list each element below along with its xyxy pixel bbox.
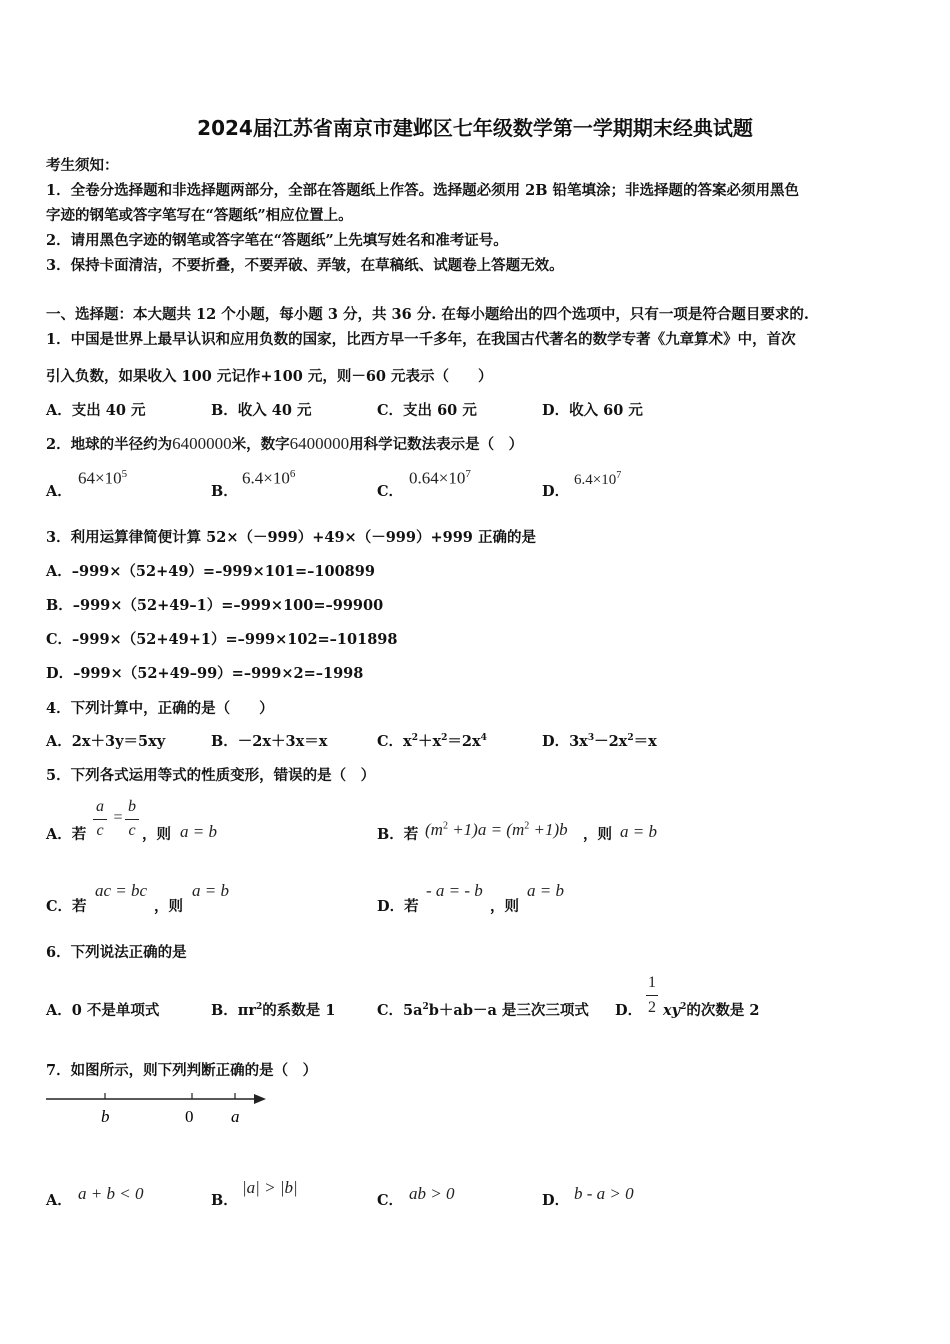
q7-option-b-label: B．: [211, 1192, 238, 1209]
q2-option-a-label: A．: [46, 483, 72, 500]
q6-d-rest: [663, 999, 759, 1020]
q2-option-c-label: C．: [377, 483, 404, 500]
q4-c-pre: C．x: [377, 733, 412, 750]
q3-option-b: B．–999×（52+49–1）=–999×100=–99900: [46, 597, 384, 614]
q6-option-a: A．0 不是单项式: [46, 1002, 160, 1019]
q2-a-base: 64×10: [78, 468, 122, 488]
q3-option-d: D．–999×（52+49–99）=–999×2=–1998: [46, 665, 364, 682]
q6-option-c: [377, 999, 589, 1020]
notice-line-2: 2．请用黑色字迹的钢笔或答字笔在“答题纸”上先填写姓名和准考证号。: [46, 232, 508, 249]
q5-a-numerator-1: a: [96, 798, 104, 815]
section-heading: 一、选择题：本大题共 12 个小题，每小题 3 分，共 36 分. 在每小题给出的四个选项中，只有一项是符合题目要求的.: [46, 306, 809, 323]
q4-d-sup2: 2: [627, 733, 634, 744]
q6-option-d-label: D．: [615, 1002, 643, 1019]
q6-d-xy: xy: [663, 1002, 681, 1019]
q5-option-b-label: B．若: [377, 826, 419, 843]
q2-c-exp: 7: [465, 468, 471, 480]
q5-option-a-label: A．若: [46, 826, 87, 843]
q4-d-sup1: 3: [587, 733, 595, 744]
q2-option-c-expr: [409, 468, 471, 489]
q2-stem-part3: 用科学记数法表示是（ ）: [349, 436, 524, 453]
q2-stem-part2: 米，数字: [231, 436, 290, 453]
q4-d-pre: D．3x: [542, 733, 588, 750]
label-a: a: [231, 1107, 240, 1126]
q2-stem: [46, 433, 523, 454]
q6-option-b: [211, 999, 335, 1020]
q5-a-denominator-1: c: [96, 822, 104, 839]
q2-c-base: 0.64×10: [409, 468, 466, 488]
label-b: b: [101, 1107, 110, 1126]
q5-a-fraction-bar-1: [93, 819, 107, 820]
q4-option-b: B．－2x＋3x＝x: [211, 733, 328, 750]
q5-option-d-label: D．若: [377, 898, 419, 915]
q1-option-d: D．收入 60 元: [542, 402, 643, 419]
q2-b-exp: 6: [289, 468, 296, 480]
q6-d-numerator: 1: [648, 974, 656, 991]
q6-d-fraction-bar: [646, 995, 658, 996]
q5-a-then: ，则: [142, 826, 171, 843]
q3-option-a: A．–999×（52+49）=–999×101=–100899: [46, 563, 375, 580]
number-line-arrow: [254, 1094, 266, 1104]
q2-d-exp: 7: [616, 470, 622, 481]
q7-option-b-expr: |a| > |b|: [242, 1178, 298, 1197]
q2-option-b-expr: [242, 468, 295, 489]
q7-stem: 7．如图所示，则下列判断正确的是（ ）: [46, 1062, 318, 1079]
q5-b-exp1: 2: [442, 820, 448, 832]
q5-a-fraction-bar-2: [125, 819, 139, 820]
q6-c-pre: C．5a: [377, 1002, 423, 1019]
q5-option-c-label: C．若: [46, 898, 87, 915]
q4-c-eq: ＝2x: [447, 733, 481, 750]
q5-c-then: ，则: [154, 898, 183, 915]
q2-a-exp: 5: [121, 468, 128, 480]
q2-option-d-expr: [574, 470, 621, 489]
q1-stem-b: 引入负数，如果收入 100 元记作+100 元，则－60 元表示（ ）: [46, 368, 493, 385]
q4-stem: 4．下列计算中，正确的是（ ）: [46, 700, 274, 717]
q5-c-expression: ac = bc: [95, 881, 148, 900]
q4-c-sup2: 2: [441, 733, 448, 744]
q7-option-d-expr: b - a > 0: [574, 1184, 634, 1203]
q2-option-a-expr: [78, 468, 127, 489]
q7-option-c-label: C．: [377, 1192, 404, 1209]
q5-b-exp2: 2: [524, 820, 530, 832]
q6-b-sup: 2: [256, 1002, 263, 1013]
q5-a-numerator-2: b: [128, 798, 136, 815]
notice-heading: 考生须知：: [46, 157, 119, 174]
q2-number-2: 6400000: [289, 434, 350, 453]
q4-c-mid: ＋x: [417, 733, 442, 750]
q2-d-base: 6.4×10: [574, 472, 617, 488]
q5-a-result: a = b: [180, 822, 217, 841]
q1-option-a: A．支出 40 元: [46, 402, 146, 419]
q4-option-a: A．2x＋3y＝5xy: [46, 733, 166, 750]
q5-b-mid: +1)a = (m: [447, 820, 525, 839]
q4-option-c: [377, 730, 487, 751]
q4-c-sup3: 4: [480, 733, 487, 744]
q2-number-1: 6400000: [172, 434, 232, 453]
q7-option-d-label: D．: [542, 1192, 570, 1209]
q5-b-right: +1)b: [529, 820, 568, 839]
q6-d-sup: 2: [680, 1002, 687, 1013]
q2-option-b-label: B．: [211, 483, 238, 500]
number-line-figure: [40, 1085, 280, 1135]
q1-option-b: B．收入 40 元: [211, 402, 312, 419]
q4-d-eq: ＝x: [633, 733, 657, 750]
q6-d-denominator: 2: [648, 999, 656, 1016]
q1-stem-a: 1．中国是世界上最早认识和应用负数的国家，比西方早一千多年，在我国古代著名的数学专著《九章算术》中，首次: [46, 331, 796, 348]
q5-a-denominator-2: c: [128, 822, 136, 839]
q5-stem: 5．下列各式运用等式的性质变形，错误的是（ ）: [46, 767, 376, 784]
q5-a-equals: =: [113, 809, 123, 826]
q6-stem: 6．下列说法正确的是: [46, 944, 187, 961]
q7-option-a-label: A．: [46, 1192, 72, 1209]
q6-b-post: 的系数是 1: [262, 1002, 336, 1019]
notice-line-1b: 字迹的钢笔或答字笔写在“答题纸”相应位置上。: [46, 207, 353, 224]
label-zero: 0: [185, 1107, 194, 1126]
q4-d-mid: －2x: [594, 733, 628, 750]
q5-d-then: ，则: [490, 898, 519, 915]
q5-d-result: a = b: [527, 881, 564, 900]
q6-c-sup: 2: [422, 1002, 429, 1013]
q2-b-base: 6.4×10: [242, 468, 290, 488]
q5-d-expression: - a = - b: [426, 881, 483, 900]
q2-stem-part1: 2．地球的半径约为: [46, 436, 173, 453]
q3-option-c: C．–999×（52+49+1）=–999×102=–101898: [46, 631, 398, 648]
q5-b-left: (m: [425, 820, 443, 839]
page-title: 2024届江苏省南京市建邺区七年级数学第一学期期末经典试题: [197, 116, 753, 140]
notice-line-1a: 1．全卷分选择题和非选择题两部分，全部在答题纸上作答。选择题必须用 2B 铅笔填涂；非选择题的答案必须用黑色: [46, 182, 800, 199]
q6-d-post: 的次数是 2: [686, 1002, 760, 1019]
q7-option-a-expr: a + b < 0: [78, 1184, 144, 1203]
q5-b-expression: [425, 820, 568, 840]
q7-option-c-expr: ab > 0: [409, 1184, 455, 1203]
q5-b-then: ，则: [583, 826, 612, 843]
q5-c-result: a = b: [192, 881, 229, 900]
q4-c-sup1: 2: [411, 733, 418, 744]
q1-option-c: C．支出 60 元: [377, 402, 477, 419]
q3-stem: 3．利用运算律简便计算 52×（－999）+49×（－999）+999 正确的是: [46, 529, 536, 546]
q6-c-post: b＋ab－a 是三次三项式: [428, 1002, 589, 1019]
q5-b-result: a = b: [620, 822, 657, 841]
q4-option-d: [542, 730, 657, 751]
q6-b-pre: B．πr: [211, 1002, 257, 1019]
notice-line-3: 3．保持卡面清洁，不要折叠，不要弄破、弄皱，在草稿纸、试题卷上答题无效。: [46, 257, 564, 274]
q2-option-d-label: D．: [542, 483, 570, 500]
